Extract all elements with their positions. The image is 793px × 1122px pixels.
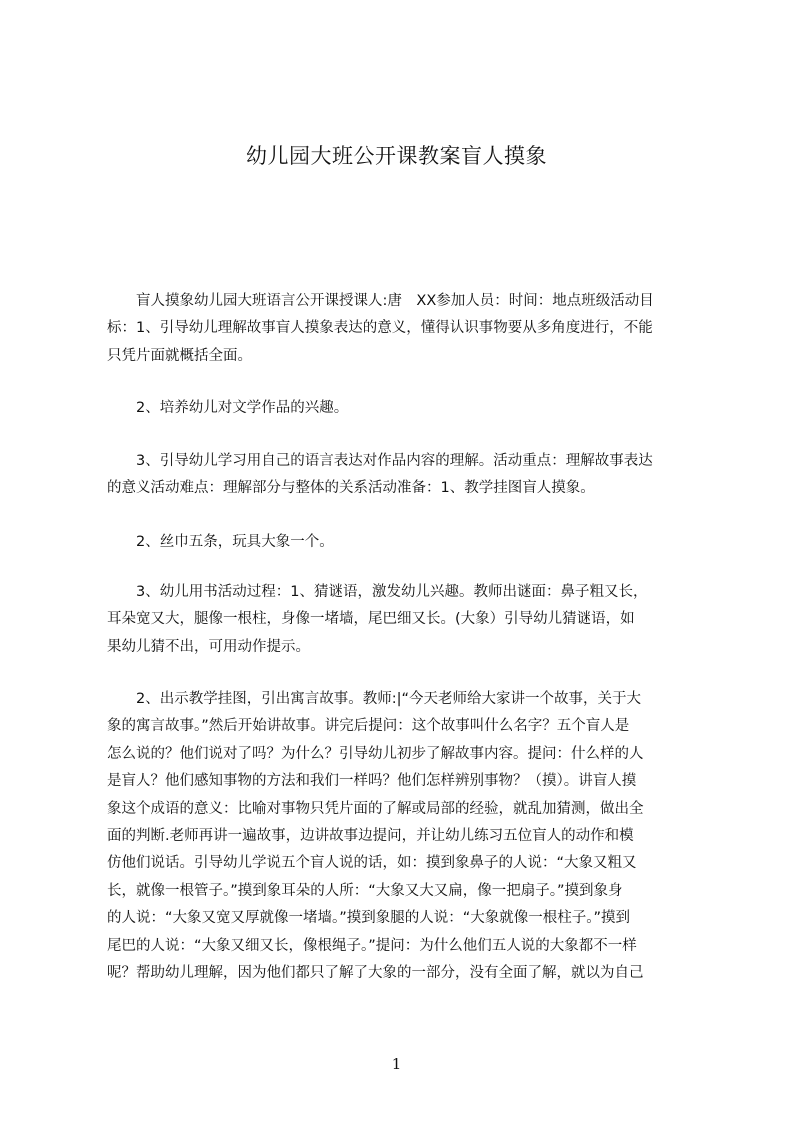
paragraph-line: 果幼儿猜不出，可用动作提示。	[107, 638, 310, 655]
paragraph-line: 2、丝巾五条，玩具大象一个。	[107, 534, 334, 550]
paragraph-line: 耳朵宽又大，腿像一根柱，身像一堵墙，尾巴细又长。(大象）引导幼儿猜谜语，如	[107, 611, 635, 628]
paragraph-line: 长，就像一根管子。”摸到象耳朵的人所：“大象又大又扁，像一把扇子。”摸到象身	[107, 882, 623, 899]
paragraph-1	[107, 288, 702, 370]
paragraph-line: 3、幼儿用书活动过程：1、猜谜语，激发幼儿兴趣。教师出谜面：鼻子粗又长，	[107, 584, 648, 600]
page-number: 1	[391, 1055, 402, 1073]
paragraph-line: 尾巴的人说：“大象又细又长，像根绳子。”提问：为什么他们五人说的大象都不一样	[107, 937, 637, 954]
paragraph-line: 标：1、引导幼儿理解故事盲人摸象表达的意义，懂得认识事物要从多角度进行，不能	[107, 320, 653, 337]
paragraph-line: 的意义活动难点：理解部分与整体的关系活动准备：1、教学挂图盲人摸象。	[107, 480, 595, 497]
paragraph-line: 象这个成语的意义：比喻对事物只凭片面的了解或局部的经验，就乱加猜测，做出全	[107, 800, 644, 817]
paragraph-2	[107, 395, 702, 422]
paragraph-line: 只凭片面就概括全面。	[107, 347, 252, 364]
paragraph-line: 3、引导幼儿学习用自己的语言表达对作品内容的理解。活动重点：理解故事表达	[107, 453, 653, 469]
paragraph-line: 的人说：“大象又宽又厚就像一堵墙。”摸到象腿的人说：“大象就像一根柱子。”摸到	[107, 910, 631, 927]
paragraph-5	[107, 579, 702, 661]
paragraph-line: 2、培养幼儿对文学作品的兴趣。	[107, 400, 349, 416]
paragraph-line: 是盲人？他们感知事物的方法和我们一样吗？他们怎样辨别事物？（摸）。讲盲人摸	[107, 773, 637, 790]
paragraph-line: 怎么说的？他们说对了吗？为什么？引导幼儿初步了解故事内容。提问：什么样的人	[107, 745, 644, 762]
paragraph-3	[107, 448, 702, 503]
paragraph-line: 面的判断.老师再讲一遍故事，边讲故事边提问，并让幼儿练习五位盲人的动作和模	[107, 827, 634, 844]
paragraph-6	[107, 686, 702, 987]
paragraph-line: 2、出示教学挂图，引出寓言故事。教师:|“今天老师给大家讲一个故事，关于大	[107, 691, 642, 707]
paragraph-line: 盲人摸象幼儿园大班语言公开课授课人:唐 XX参加人员：时间：地点班级活动目	[107, 293, 654, 309]
paragraph-4	[107, 529, 702, 556]
paragraph-line: 仿他们说话。引导幼儿学说五个盲人说的话，如：摸到象鼻子的人说：“大象又粗又	[107, 855, 637, 872]
paragraph-line: 象的寓言故事。”然后开始讲故事。讲完后提问：这个故事叫什么名字？五个盲人是	[107, 718, 630, 735]
document-title: 幼儿园大班公开课教案盲人摸象	[246, 144, 547, 168]
paragraph-line: 呢？帮助幼儿理解，因为他们都只了解了大象的一部分，没有全面了解，就以为自己	[107, 964, 644, 981]
